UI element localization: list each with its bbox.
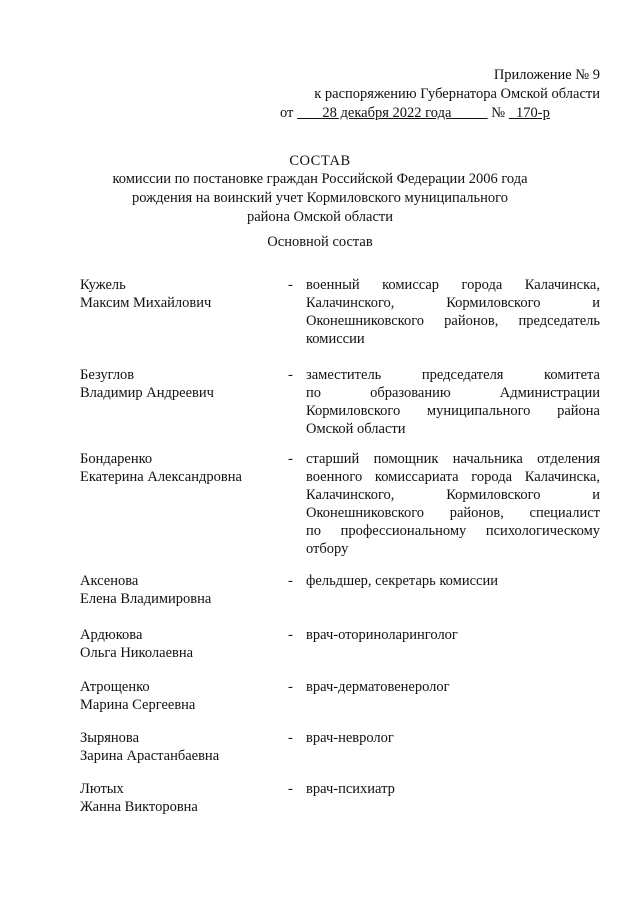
member-surname: Лютых	[80, 781, 124, 797]
member-role	[306, 780, 600, 798]
member-role-line: отбору	[306, 541, 349, 557]
member-dash: -	[288, 627, 293, 643]
member-role-line: Калачинского, Кормиловского и	[306, 487, 600, 503]
member-dash: -	[288, 367, 293, 383]
member-role-line: по образованию Администрации	[306, 385, 600, 401]
member-role-line: по профессиональному психологическому	[306, 523, 600, 539]
member-role-line: Омской области	[306, 421, 406, 437]
member-dash: -	[288, 277, 293, 293]
member-dash: -	[288, 573, 293, 589]
member-role	[306, 572, 600, 590]
member-role-line: врач-дерматовенеролог	[306, 679, 450, 695]
member-role	[306, 678, 600, 696]
member-role	[306, 729, 600, 747]
member-role-line: Оконешниковского районов, специалист	[306, 505, 600, 521]
order-date-line	[280, 104, 600, 123]
member-role-line: фельдшер, секретарь комиссии	[306, 573, 498, 589]
member-given-name: Жанна Викторовна	[80, 799, 198, 815]
number-label: №	[491, 105, 506, 121]
document-subtitle: комиссии по постановке граждан Российской Федерации 2006 года рождения на воинский учет Кормиловского муниципального района Омской области	[112, 171, 528, 225]
member-surname: Безуглов	[80, 367, 135, 383]
member-given-name: Марина Сергеевна	[80, 697, 196, 713]
member-name	[80, 626, 280, 662]
order-reference: к распоряжению Губернатора Омской области	[314, 86, 600, 102]
member-given-name: Елена Владимировна	[80, 591, 212, 607]
document-header	[280, 66, 600, 123]
member-role-line: врач-оториноларинголог	[306, 627, 458, 643]
from-label: от	[280, 105, 294, 121]
member-role-line: военного комиссариата города Калачинска,	[306, 469, 600, 485]
member-given-name: Максим Михайлович	[80, 295, 212, 311]
member-role-line: комиссии	[306, 331, 365, 347]
document-title: СОСТАВ	[289, 153, 351, 169]
member-role-line: военный комиссар города Калачинска,	[306, 277, 600, 293]
member-given-name: Екатерина Александровна	[80, 469, 242, 485]
member-name	[80, 729, 280, 765]
member-role-line: Калачинского, Кормиловского и	[306, 295, 600, 311]
member-given-name: Ольга Николаевна	[80, 645, 194, 661]
member-role	[306, 626, 600, 644]
member-role-line: Оконешниковского районов, председатель	[306, 313, 600, 329]
member-surname: Аксенова	[80, 573, 139, 589]
member-surname: Бондаренко	[80, 451, 153, 467]
member-surname: Зырянова	[80, 730, 140, 746]
member-role-line: старший помощник начальника отделения	[306, 451, 600, 467]
member-role-line: Кормиловского муниципального района	[306, 403, 600, 419]
member-name	[80, 572, 280, 608]
order-date: 28 декабря 2022 года	[322, 105, 452, 121]
member-role-line: заместитель председателя комитета	[306, 367, 600, 383]
member-name	[80, 780, 280, 816]
member-surname: Кужель	[80, 277, 126, 293]
member-role-line: врач-психиатр	[306, 781, 395, 797]
member-role	[306, 276, 600, 348]
member-role-line: врач-невролог	[306, 730, 394, 746]
member-name	[80, 450, 280, 486]
member-role	[306, 366, 600, 438]
member-name	[80, 678, 280, 714]
member-name	[80, 276, 280, 312]
order-number: 170-р	[515, 105, 550, 121]
member-dash: -	[288, 451, 293, 467]
member-dash: -	[288, 781, 293, 797]
member-dash: -	[288, 730, 293, 746]
member-surname: Ардюкова	[80, 627, 143, 643]
member-given-name: Зарина Арастанбаевна	[80, 748, 220, 764]
member-name	[80, 366, 280, 402]
member-given-name: Владимир Андреевич	[80, 385, 214, 401]
appendix-number: Приложение № 9	[493, 67, 600, 83]
member-dash: -	[288, 679, 293, 695]
section-title: Основной состав	[267, 234, 373, 250]
member-surname: Атрощенко	[80, 679, 150, 695]
member-role	[306, 450, 600, 558]
